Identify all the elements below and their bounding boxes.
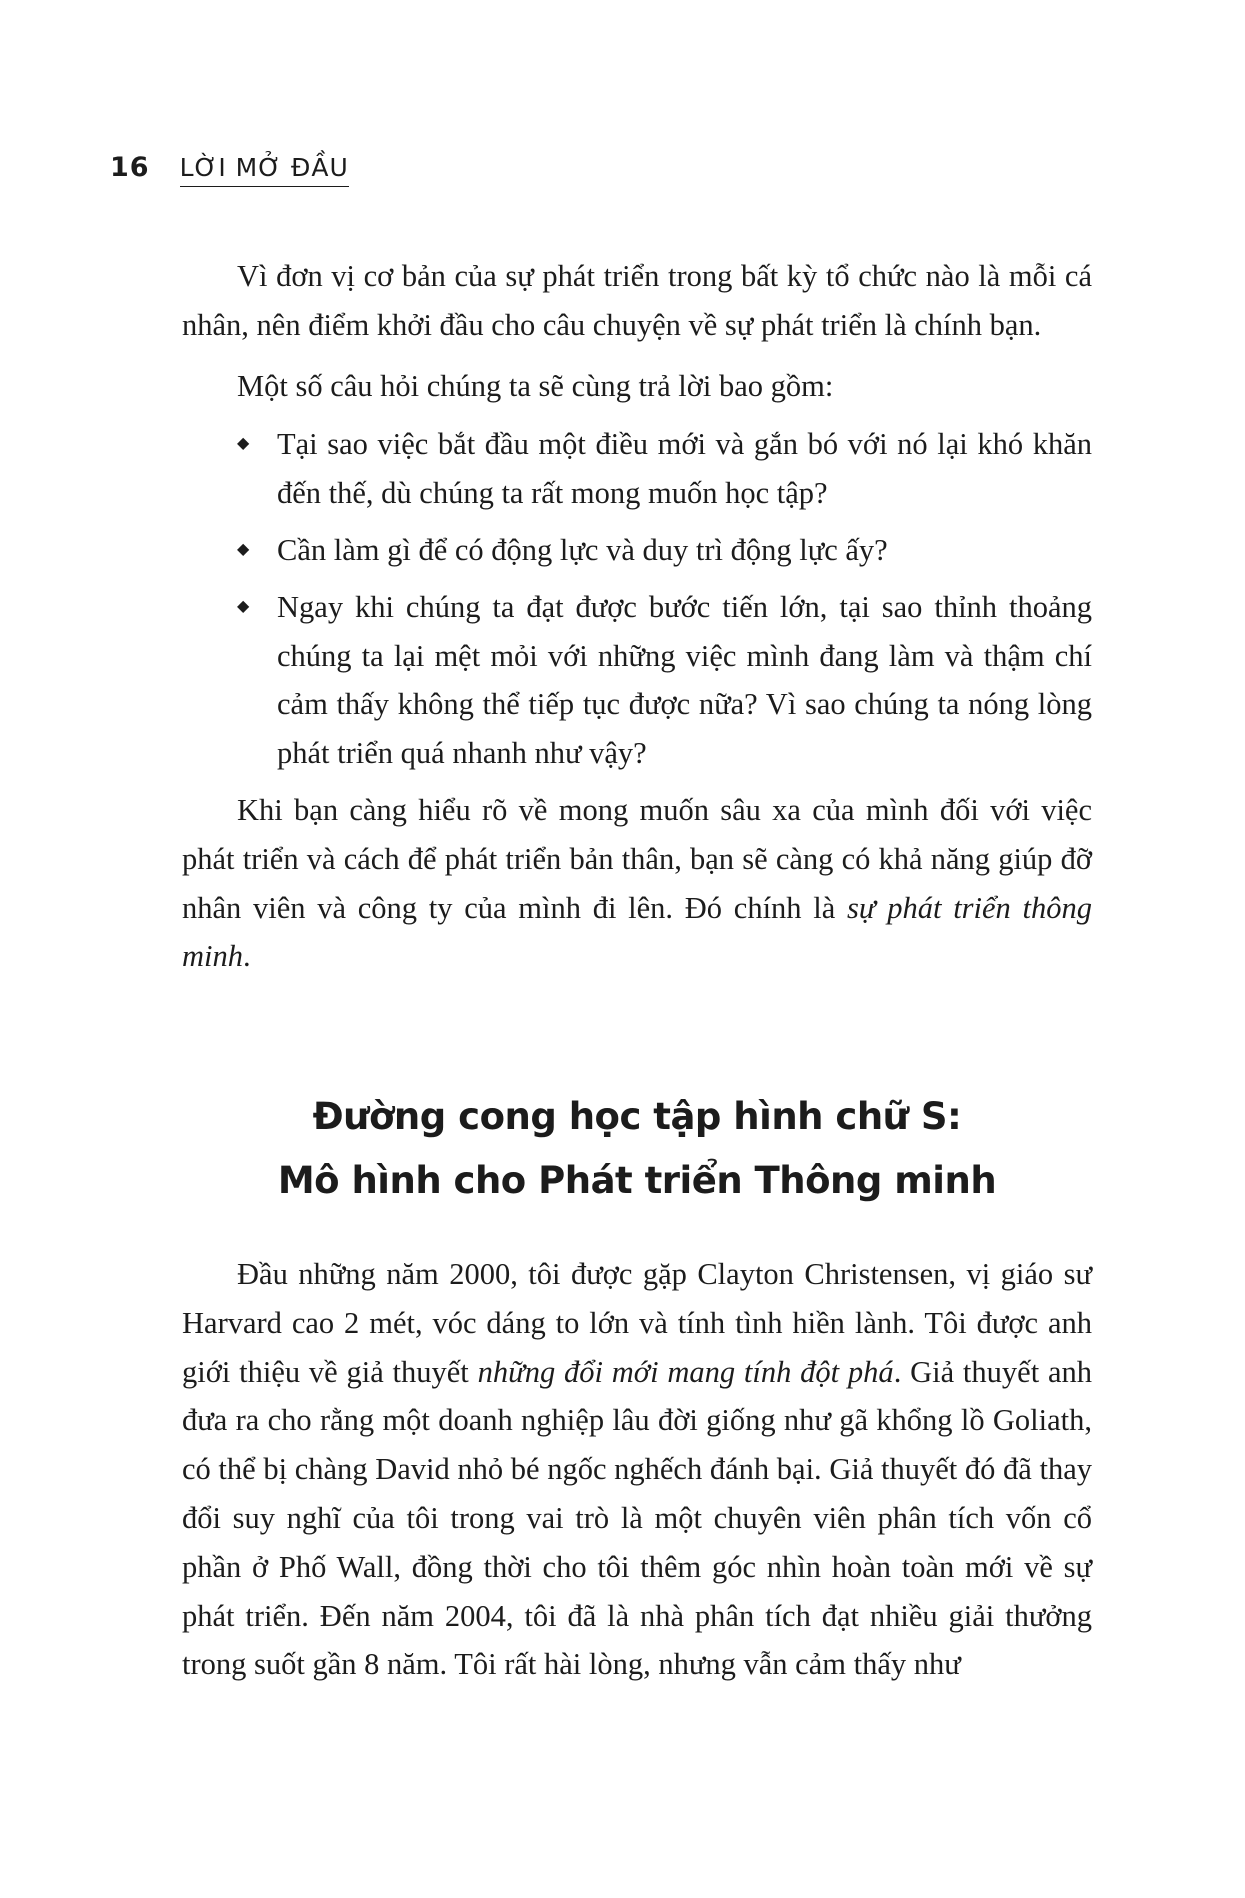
- intro-paragraph-3-text: Khi bạn càng hiểu rõ về mong muốn sâu xa của mình đối với việc phát triển và cách để phát triển bản thân, bạn sẽ càng có khả năng giúp đỡ nhân viên và công ty của mình đi lên. Đó chính là: [182, 792, 1092, 925]
- diamond-bullet-icon: ◆: [237, 597, 250, 615]
- question-item: [182, 420, 1092, 518]
- intro-paragraph-1: Vì đơn vị cơ bản của sự phát triển trong bất kỳ tổ chức nào là mỗi cá nhân, nên điểm khởi đầu cho câu chuyện về sự phát triển là chính bạn.: [182, 259, 1092, 342]
- intro-paragraph-3-end: .: [243, 939, 251, 974]
- section-body: [182, 1250, 1092, 1689]
- section-heading-line-1: Đường cong học tập hình chữ S:: [312, 1095, 962, 1138]
- running-section-title: LỜI MỞ ĐẦU: [180, 153, 349, 187]
- section-heading: [182, 1085, 1092, 1213]
- section-paragraph-1: [182, 1250, 1092, 1689]
- question-text: Ngay khi chúng ta đạt được bước tiến lớn, tại sao thỉnh thoảng chúng ta lại mệt mỏi với những việc mình đang làm và thậm chí cảm thấy không thể tiếp tục được nữa? Vì sao chúng ta nóng lòng phát triển quá nhanh như vậy?: [277, 589, 1092, 771]
- intro-paragraph-2: Một số câu hỏi chúng ta sẽ cùng trả lời bao gồm:: [237, 368, 834, 403]
- diamond-bullet-icon: ◆: [237, 540, 250, 558]
- section-paragraph-1-a: Đầu những năm 2000, tôi được gặp Clayton Christensen, vị giáo sư Harvard cao 2 mét, vóc dáng to lớn và tính tình hiền lành. Tôi được anh giới thiệu về giả thuyết: [182, 1257, 1092, 1389]
- question-item: [182, 583, 1092, 778]
- section-paragraph-1-emphasis: những đổi mới mang tính đột phá: [477, 1354, 894, 1389]
- page-number: 16: [110, 152, 150, 183]
- diamond-bullet-icon: ◆: [237, 435, 250, 453]
- intro-block: [182, 252, 1092, 981]
- intro-paragraph-3-emphasis: sự phát triển thông minh: [182, 890, 1093, 974]
- question-list: [182, 420, 1092, 778]
- section-paragraph-1-b: . Giả thuyết anh đưa ra cho rằng một doanh nghiệp lâu đời giống như gã khổng lồ Goliath, có thể bị chàng David nhỏ bé ngốc nghếch đánh bại. Giả thuyết đó đã thay đổi suy nghĩ của tôi trong vai trò là một chuyên viên phân tích vốn cổ phần ở Phố Wall, đồng thời cho tôi thêm góc nhìn hoàn toàn mới về sự phát triển. Đến năm 2004, tôi đã là nhà phân tích đạt nhiều giải thưởng trong suốt gần 8 năm. Tôi rất hài lòng, nhưng vẫn cảm thấy như: [182, 1354, 1093, 1682]
- running-head: [110, 152, 349, 192]
- question-item: [182, 526, 1092, 575]
- question-text: Tại sao việc bắt đầu một điều mới và gắn bó với nó lại khó khăn đến thế, dù chúng ta rất mong muốn học tập?: [277, 427, 1092, 511]
- section-heading-line-2: Mô hình cho Phát triển Thông minh: [277, 1159, 997, 1202]
- intro-paragraph-3: [182, 786, 1092, 981]
- question-text: Cần làm gì để có động lực và duy trì động lực ấy?: [277, 532, 888, 567]
